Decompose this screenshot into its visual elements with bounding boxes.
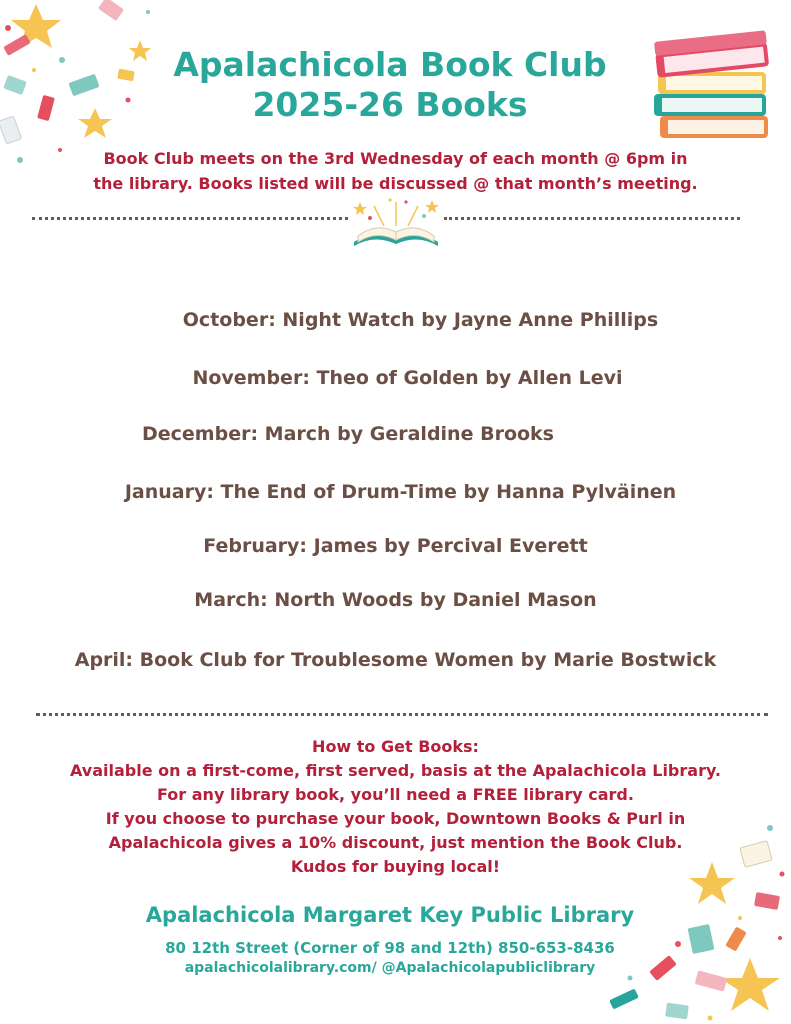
how-to-line-3: If you choose to purchase your book, Downtown Books & Purl in: [105, 809, 686, 828]
star-icon: [720, 958, 780, 1011]
how-to-heading: How to Get Books:: [312, 737, 479, 756]
book-item-february: February: James by Percival Everett: [203, 535, 588, 557]
book-item-october: October: Night Watch by Jayne Anne Phillips: [182, 309, 659, 331]
how-to-line-2: For any library book, you’ll need a FREE library card.: [157, 785, 634, 804]
page-subtitle: 2025-26 Books: [252, 85, 528, 124]
intro-line-1: Book Club meets on the 3rd Wednesday of each month @ 6pm in: [103, 149, 688, 168]
open-book-icon: [350, 196, 442, 250]
star-icon: [425, 200, 439, 213]
divider-middle: [36, 713, 768, 716]
how-to-line-5: Kudos for buying local!: [290, 857, 501, 876]
book-item-march: March: North Woods by Daniel Mason: [194, 589, 597, 611]
book-stack-icon: [652, 30, 778, 148]
star-icon: [353, 202, 367, 215]
book-item-january: January: The End of Drum-Time by Hanna Pylväinen: [124, 481, 677, 503]
library-web: apalachicolalibrary.com/ @Apalachicolapubliclibrary: [184, 960, 596, 976]
book-item-december: December: March by Geraldine Brooks: [141, 423, 554, 445]
page-title: Apalachicola Book Club: [173, 45, 607, 84]
confetti-books-icon: [0, 0, 160, 170]
divider-top-right: [444, 217, 740, 220]
how-to-line-4: Apalachicola gives a 10% discount, just mention the Book Club.: [108, 833, 683, 852]
library-name: Apalachicola Margaret Key Public Library: [145, 903, 635, 927]
divider-top-left: [32, 217, 348, 220]
star-icon: [78, 108, 112, 138]
confetti-books-icon: [590, 818, 791, 1024]
intro-line-2: the library. Books listed will be discussed @ that month’s meeting.: [93, 174, 698, 193]
book-item-november: November: Theo of Golden by Allen Levi: [192, 367, 623, 389]
library-address: 80 12th Street (Corner of 98 and 12th) 850-653-8436: [165, 939, 615, 957]
book-item-april: April: Book Club for Troublesome Women by Marie Bostwick: [74, 649, 717, 671]
star-icon: [689, 862, 735, 904]
how-to-line-1: Available on a first-come, first served, basis at the Apalachicola Library.: [69, 761, 721, 780]
